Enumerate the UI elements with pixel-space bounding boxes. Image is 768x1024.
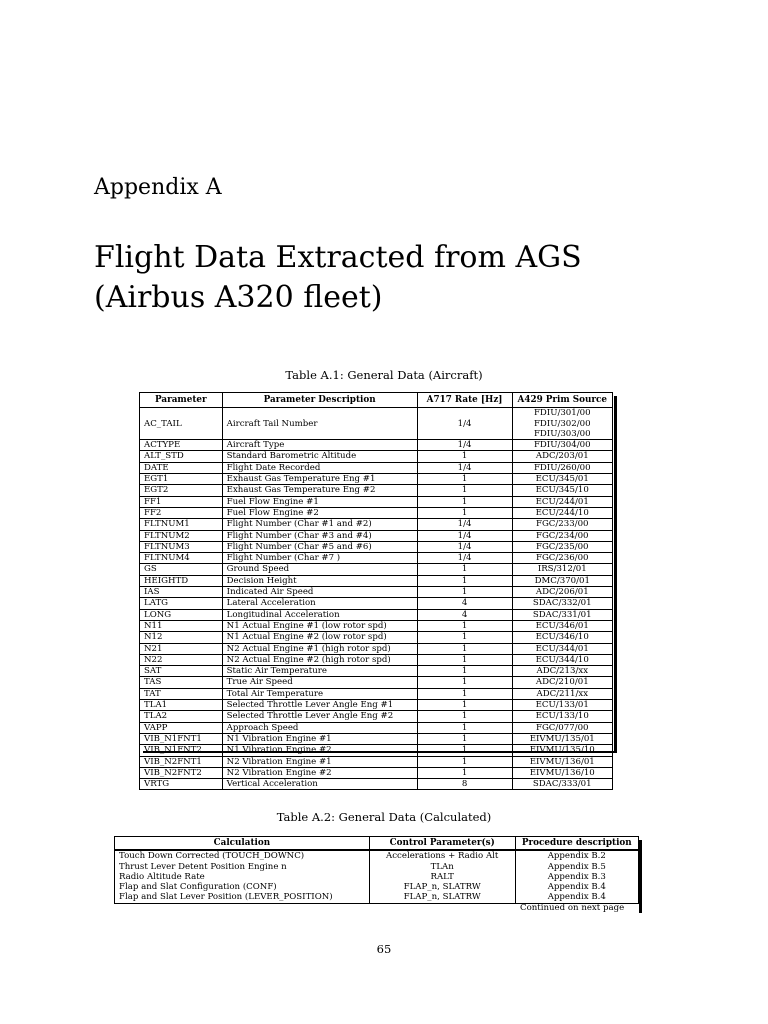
table-a1-header-row (140, 393, 613, 408)
cell-source-line: FDIU/301/00 (533, 408, 591, 419)
cell-description: Fuel Flow Engine #2 (222, 507, 417, 518)
cell-rate: 1/4 (417, 541, 512, 552)
cell-rate: 1/4 (417, 530, 512, 541)
cell-source: DMC/370/01 (512, 575, 612, 586)
table-row (140, 609, 613, 620)
cell-description: Flight Number (Char #5 and #6) (222, 541, 417, 552)
table-row (140, 440, 613, 451)
table-a1-caption: Table A.1: General Data (Aircraft) (285, 368, 483, 382)
cell-description: N2 Actual Engine #1 (high rotor spd) (222, 643, 417, 654)
table-row (140, 654, 613, 665)
cell-description: Flight Number (Char #7 ) (222, 553, 417, 564)
cell-parameter: ALT_STD (140, 451, 223, 462)
appendix-label: Appendix A (94, 175, 222, 200)
cell-rate: 1 (417, 564, 512, 575)
cell-parameter: N12 (140, 632, 223, 643)
table-row (140, 756, 613, 767)
cell-source: FGC/236/00 (512, 553, 612, 564)
cell-source: ECU/346/10 (512, 632, 612, 643)
cell-parameter: ACTYPE (140, 440, 223, 451)
cell-rate: 1 (417, 711, 512, 722)
cell-description: Aircraft Tail Number (222, 408, 417, 440)
table-a1-body (140, 408, 613, 790)
table-row (140, 564, 613, 575)
cell-source: ADC/210/01 (512, 677, 612, 688)
cell-rate: 1 (417, 654, 512, 665)
table-row (140, 553, 613, 564)
chapter-title-line-2: (Airbus A320 fleet) (94, 280, 383, 315)
cell-source: EIVMU/136/10 (512, 767, 612, 778)
cell-rate: 1 (417, 496, 512, 507)
cell-description: Fuel Flow Engine #1 (222, 496, 417, 507)
table-row (140, 587, 613, 598)
table-a2-body (115, 850, 639, 903)
header-a717-rate: A717 Rate [Hz] (417, 393, 512, 408)
table-row (140, 620, 613, 631)
cell-rate: 1/4 (417, 553, 512, 564)
cell-description: Flight Number (Char #3 and #4) (222, 530, 417, 541)
cell-rate: 1 (417, 575, 512, 586)
table-row (140, 575, 613, 586)
cell-source: ECU/244/10 (512, 507, 612, 518)
cell-rate: 1 (417, 507, 512, 518)
cell-source: ECU/346/01 (512, 620, 612, 631)
table-a2 (114, 836, 639, 904)
table-row (140, 496, 613, 507)
cell-source: EIVMU/135/01 (512, 733, 612, 744)
cell-rate: 1 (417, 485, 512, 496)
cell-source: EIVMU/136/01 (512, 756, 612, 767)
cell-source: ADC/203/01 (512, 451, 612, 462)
cell-description: Vertical Acceleration (222, 779, 417, 790)
cell-rate: 1 (417, 733, 512, 744)
cell-description: Selected Throttle Lever Angle Eng #2 (222, 711, 417, 722)
cell-source: FGC/233/00 (512, 519, 612, 530)
cell-rate: 1 (417, 722, 512, 733)
cell-rate: 8 (417, 779, 512, 790)
table-row (115, 892, 639, 903)
table-row (140, 632, 613, 643)
cell-calculation: Thrust Lever Detent Position Engine n (115, 862, 370, 872)
table-a2-caption: Table A.2: General Data (Calculated) (276, 810, 492, 824)
cell-description: Ground Speed (222, 564, 417, 575)
cell-source: ADC/206/01 (512, 587, 612, 598)
cell-source: ECU/344/01 (512, 643, 612, 654)
header-calculation: Calculation (115, 837, 370, 851)
cell-description: Flight Date Recorded (222, 462, 417, 473)
cell-calculation: Touch Down Corrected (TOUCH_DOWNC) (115, 850, 370, 861)
cell-parameter: TAT (140, 688, 223, 699)
cell-description: Approach Speed (222, 722, 417, 733)
cell-source: FGC/077/00 (512, 722, 612, 733)
cell-rate: 4 (417, 598, 512, 609)
cell-source: IRS/312/01 (512, 564, 612, 575)
cell-rate: 1/4 (417, 408, 512, 440)
cell-rate: 1 (417, 756, 512, 767)
header-control-parameters: Control Parameter(s) (369, 837, 515, 851)
table-row (140, 451, 613, 462)
continued-note: Continued on next page (520, 903, 625, 913)
cell-calculation: Radio Altitude Rate (115, 872, 370, 882)
cell-parameter: VAPP (140, 722, 223, 733)
chapter-title-line-1: Flight Data Extracted from AGS (94, 240, 582, 275)
cell-rate: 1 (417, 700, 512, 711)
header-parameter: Parameter (140, 393, 223, 408)
cell-parameter: FLTNUM1 (140, 519, 223, 530)
cell-procedure: Appendix B.3 (515, 872, 638, 882)
table-row (115, 850, 639, 861)
cell-source: SDAC/332/01 (512, 598, 612, 609)
cell-source: ECU/133/10 (512, 711, 612, 722)
cell-parameter: LATG (140, 598, 223, 609)
cell-description: Exhaust Gas Temperature Eng #1 (222, 474, 417, 485)
cell-source: FGC/235/00 (512, 541, 612, 552)
table-row (140, 485, 613, 496)
cell-rate: 1 (417, 632, 512, 643)
cell-parameter: VIB_N2FNT2 (140, 767, 223, 778)
cell-parameter: VIB_N1FNT1 (140, 733, 223, 744)
cell-rate: 1 (417, 451, 512, 462)
cell-rate: 1 (417, 587, 512, 598)
cell-description: Longitudinal Acceleration (222, 609, 417, 620)
cell-description: Selected Throttle Lever Angle Eng #1 (222, 700, 417, 711)
cell-parameter: FLTNUM3 (140, 541, 223, 552)
table-row (115, 882, 639, 892)
cell-control-parameters: RALT (369, 872, 515, 882)
cell-parameter: AC_TAIL (140, 408, 223, 440)
cell-control-parameters: TLAn (369, 862, 515, 872)
cell-description: N1 Actual Engine #1 (low rotor spd) (222, 620, 417, 631)
cell-rate: 1/4 (417, 462, 512, 473)
cell-procedure: Appendix B.2 (515, 850, 638, 861)
table-row (115, 872, 639, 882)
cell-procedure: Appendix B.4 (515, 882, 638, 892)
table-row (140, 722, 613, 733)
table-row (140, 408, 613, 440)
table-row (140, 507, 613, 518)
cell-source: FDIU/260/00 (512, 462, 612, 473)
table-row (140, 598, 613, 609)
table-row (140, 643, 613, 654)
cell-calculation: Flap and Slat Configuration (CONF) (115, 882, 370, 892)
cell-parameter: VRTG (140, 779, 223, 790)
table-a1 (139, 392, 613, 790)
cell-control-parameters: FLAP_n, SLATRW (369, 882, 515, 892)
cell-description: Standard Barometric Altitude (222, 451, 417, 462)
page-number: 65 (376, 942, 392, 956)
cell-description: True Air Speed (222, 677, 417, 688)
table-row (140, 530, 613, 541)
cell-parameter: FLTNUM2 (140, 530, 223, 541)
cell-description: Aircraft Type (222, 440, 417, 451)
cell-parameter: TLA2 (140, 711, 223, 722)
cell-description: N2 Vibration Engine #1 (222, 756, 417, 767)
cell-parameter: IAS (140, 587, 223, 598)
cell-procedure: Appendix B.4 (515, 892, 638, 903)
cell-rate: 1 (417, 643, 512, 654)
cell-parameter: LONG (140, 609, 223, 620)
table-row (140, 779, 613, 790)
cell-parameter: HEIGHTD (140, 575, 223, 586)
table-a2-shadow-right (639, 840, 642, 913)
cell-parameter: N11 (140, 620, 223, 631)
cell-description: Exhaust Gas Temperature Eng #2 (222, 485, 417, 496)
cell-source: ECU/133/01 (512, 700, 612, 711)
cell-rate: 1 (417, 620, 512, 631)
table-row (140, 767, 613, 778)
cell-control-parameters: FLAP_n, SLATRW (369, 892, 515, 903)
cell-parameter: N21 (140, 643, 223, 654)
cell-source: ADC/213/xx (512, 666, 612, 677)
cell-calculation: Flap and Slat Lever Position (LEVER_POSITION) (115, 892, 370, 903)
cell-parameter: N22 (140, 654, 223, 665)
cell-rate: 4 (417, 609, 512, 620)
cell-procedure: Appendix B.5 (515, 862, 638, 872)
cell-parameter: FF1 (140, 496, 223, 507)
cell-source (512, 408, 612, 440)
cell-description: Decision Height (222, 575, 417, 586)
cell-description: Flight Number (Char #1 and #2) (222, 519, 417, 530)
table-row (140, 688, 613, 699)
cell-parameter: EGT2 (140, 485, 223, 496)
header-parameter-description: Parameter Description (222, 393, 417, 408)
cell-source: ECU/345/01 (512, 474, 612, 485)
table-row (140, 666, 613, 677)
cell-source: SDAC/333/01 (512, 779, 612, 790)
cell-rate: 1 (417, 767, 512, 778)
cell-source: ECU/345/10 (512, 485, 612, 496)
cell-parameter: VIB_N2FNT1 (140, 756, 223, 767)
cell-parameter: TLA1 (140, 700, 223, 711)
table-a2-header-row (115, 837, 639, 851)
cell-parameter: FF2 (140, 507, 223, 518)
cell-parameter: FLTNUM4 (140, 553, 223, 564)
cell-source: FDIU/304/00 (512, 440, 612, 451)
cell-rate: 1 (417, 677, 512, 688)
cell-parameter: EGT1 (140, 474, 223, 485)
cell-source-line: FDIU/302/00 (533, 418, 591, 429)
cell-source: ECU/344/10 (512, 654, 612, 665)
cell-parameter: GS (140, 564, 223, 575)
cell-source: ADC/211/xx (512, 688, 612, 699)
table-row (140, 677, 613, 688)
table-row (140, 541, 613, 552)
cell-description: N2 Vibration Engine #2 (222, 767, 417, 778)
chapter-title (94, 238, 694, 318)
table-row (140, 711, 613, 722)
table-row (140, 733, 613, 744)
header-procedure-description: Procedure description (515, 837, 638, 851)
cell-source: FGC/234/00 (512, 530, 612, 541)
cell-description: Lateral Acceleration (222, 598, 417, 609)
table-a1-shadow-bottom (143, 751, 617, 753)
cell-rate: 1/4 (417, 440, 512, 451)
cell-rate: 1 (417, 474, 512, 485)
table-row (140, 462, 613, 473)
cell-description: Total Air Temperature (222, 688, 417, 699)
cell-parameter: DATE (140, 462, 223, 473)
cell-description: Indicated Air Speed (222, 587, 417, 598)
table-row (140, 519, 613, 530)
cell-parameter: TAS (140, 677, 223, 688)
cell-description: N2 Actual Engine #2 (high rotor spd) (222, 654, 417, 665)
cell-description: N1 Vibration Engine #1 (222, 733, 417, 744)
cell-source: SDAC/331/01 (512, 609, 612, 620)
table-row (115, 862, 639, 872)
cell-rate: 1 (417, 666, 512, 677)
table-row (140, 474, 613, 485)
cell-description: N1 Actual Engine #2 (low rotor spd) (222, 632, 417, 643)
cell-source: ECU/244/01 (512, 496, 612, 507)
header-a429-prim-source: A429 Prim Source (512, 393, 612, 408)
cell-rate: 1 (417, 688, 512, 699)
cell-rate: 1/4 (417, 519, 512, 530)
cell-parameter: SAT (140, 666, 223, 677)
cell-control-parameters: Accelerations + Radio Alt (369, 850, 515, 861)
table-a1-shadow-right (614, 396, 617, 753)
cell-source-line: FDIU/303/00 (533, 428, 591, 439)
cell-description: Static Air Temperature (222, 666, 417, 677)
table-row (140, 700, 613, 711)
